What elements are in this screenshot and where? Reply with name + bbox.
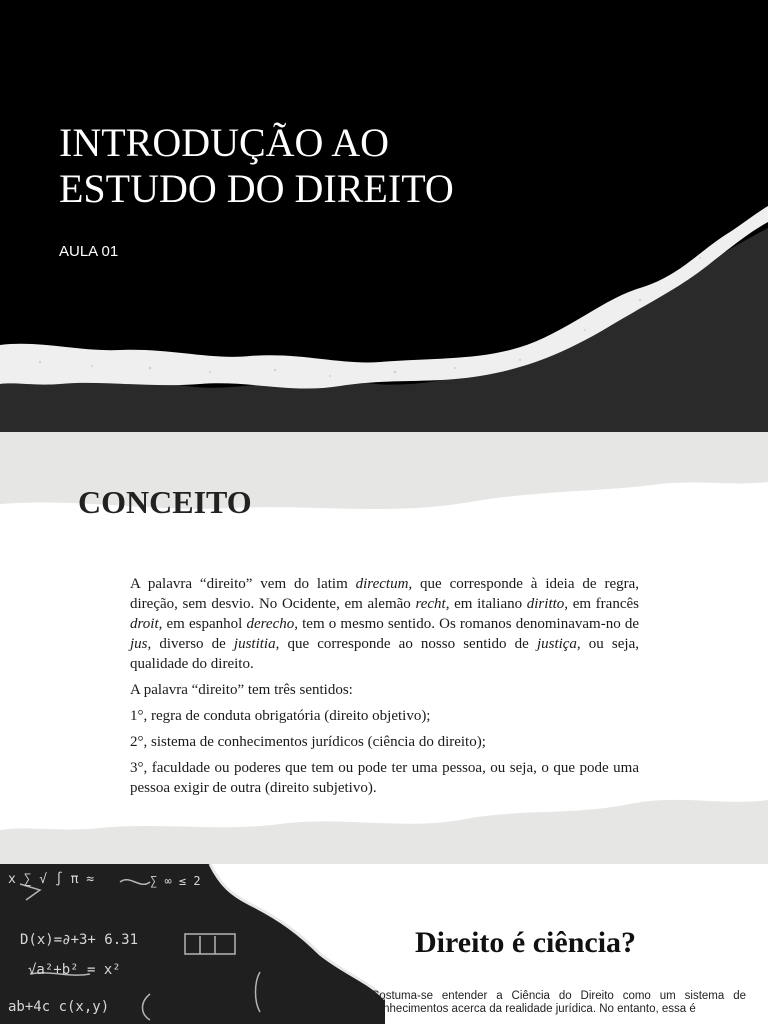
text-run: em italiano [449, 596, 527, 612]
chalk-scribble-1: x ∑ √ ∫ π ≈ [8, 872, 95, 887]
text-run: em espanhol [162, 616, 247, 632]
concept-body [130, 574, 639, 804]
chalkboard-image [0, 864, 400, 1024]
latin-term: justiça, [536, 636, 581, 652]
lesson-label: AULA 01 [59, 243, 119, 260]
presentation-title: INTRODUÇÃO AO ESTUDO DO DIREITO [59, 120, 454, 211]
torn-paper-decoration [0, 0, 768, 432]
latin-term: jus, [130, 636, 152, 652]
text-run: que corresponde à ideia de regra, direção, sem desvio. No Ocidente, em alemão [130, 576, 640, 612]
chalk-scribble-5: ∑ ∞ ≤ 2 [150, 874, 201, 888]
latin-term: justitia, [233, 636, 280, 652]
text-run: tem o mesmo sentido. Os romanos denominavam-no de [297, 616, 640, 632]
text-run: A palavra “direito” vem do latim [130, 576, 356, 592]
question-title: Direito é ciência? [415, 926, 637, 959]
text-run: ou seja, qualidade do direito. [130, 636, 639, 672]
chalk-scribble-2: D(x)=∂+3+ 6.31 [20, 932, 139, 948]
sense-3: 3°, faculdade ou poderes que tem ou pode ter uma pessoa, ou seja, o que pode uma pessoa exigir de outra (direito subjetivo). [130, 760, 639, 796]
section-title: CONCEITO [78, 484, 252, 520]
senses-intro: A palavra “direito” tem três sentidos: [130, 682, 353, 698]
chalk-scribble-4: ab+4c c(x,y) [8, 999, 110, 1015]
definition-paragraph [130, 574, 639, 674]
latin-term: droit, [130, 616, 163, 632]
text-run: que corresponde ao nosso sentido de [279, 636, 537, 652]
text-run: em francês [568, 596, 639, 612]
question-text: Costuma-se entender a Ciência do Direito como um sistema de conhecimentos acerca da realidade jurídica. No entanto, essa é [371, 990, 746, 1015]
concept-slide [0, 432, 768, 864]
latin-term: directum, [355, 576, 413, 592]
chalk-scribble-3: √a²+b² = x² [28, 962, 121, 978]
sense-2: 2°, sistema de conhecimentos jurídicos (ciência do direito); [130, 734, 486, 750]
latin-term: recht, [415, 596, 450, 612]
science-slide [0, 864, 768, 1024]
title-slide [0, 0, 768, 432]
sense-1: 1°, regra de conduta obrigatória (direito objetivo); [130, 708, 431, 724]
latin-term: diritto, [526, 596, 569, 612]
latin-term: derecho, [246, 616, 298, 632]
text-run: diverso de [151, 636, 234, 652]
